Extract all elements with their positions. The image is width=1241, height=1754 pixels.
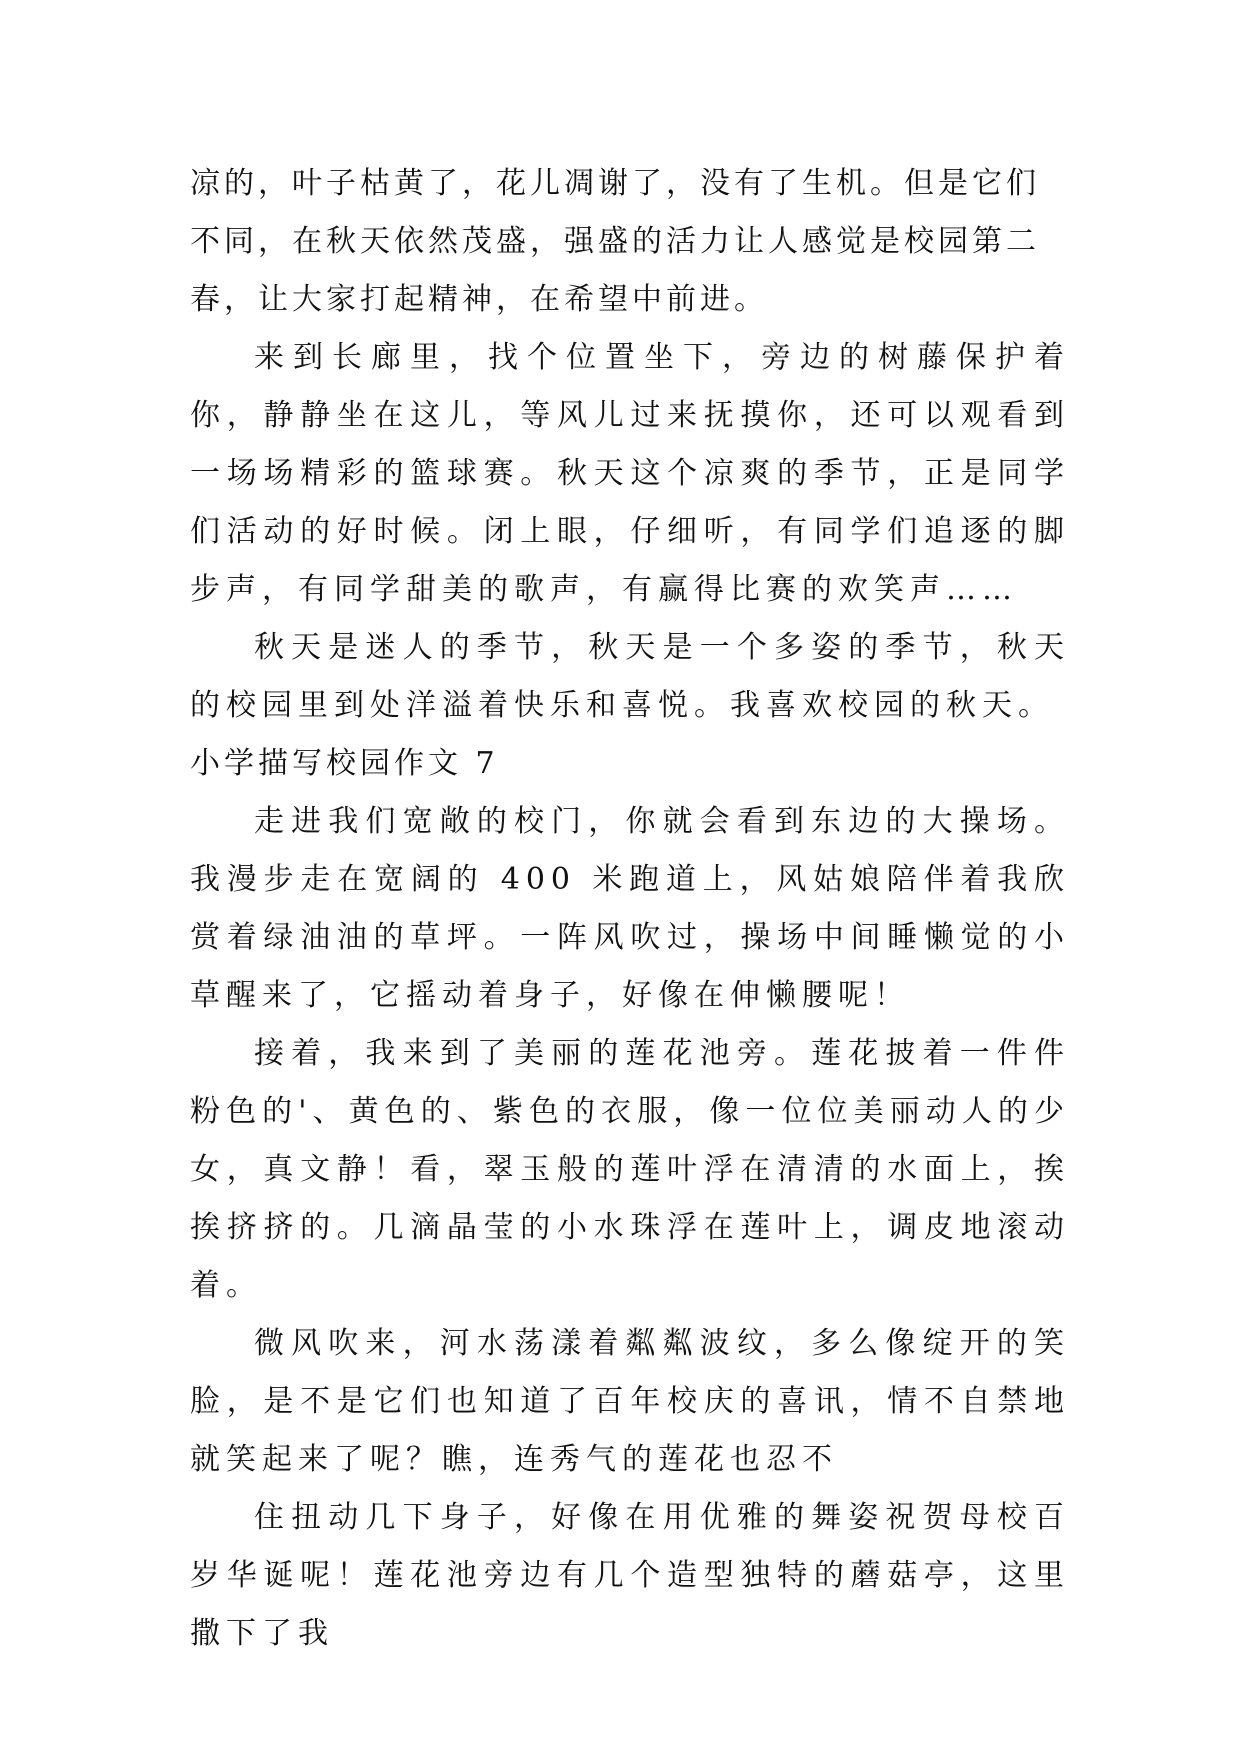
paragraph-corridor: 来到长廊里，找个位置坐下，旁边的树藤保护着你，静静坐在这儿，等风儿过来抚摸你，还可以观看到一场场精彩的篮球赛。秋天这个凉爽的季节，正是同学们活动的好时候。闭上眼，仔细听，有同学们追逐的脚步声，有同学甜美的歌声，有赢得比赛的欢笑声…… xyxy=(190,340,1070,607)
paragraph-breeze: 微风吹来，河水荡漾着粼粼波纹，多么像绽开的笑脸，是不是它们也知道了百年校庆的喜讯，情不自禁地就笑起来了呢？瞧，连秀气的莲花也忍不 xyxy=(190,1326,1070,1477)
paragraph-mushroom-pavilion: 住扭动几下身子，好像在用优雅的舞姿祝贺母校百岁华诞呢！莲花池旁边有几个造型独特的蘑菇亭，这里撒下了我 xyxy=(190,1500,1070,1651)
paragraph-lotus-pond: 接着，我来到了美丽的莲花池旁。莲花披着一件件粉色的'、黄色的、紫色的衣服，像一位位美丽动人的少女，真文静！看，翠玉般的莲叶浮在清清的水面上，挨挨挤挤的。几滴晶莹的小水珠浮在莲叶上，调皮地滚动着。 xyxy=(190,1036,1070,1303)
essay-heading: 小学描写校园作文 7 xyxy=(190,746,499,781)
paragraph-autumn-conclusion: 秋天是迷人的季节，秋天是一个多姿的季节，秋天的校园里到处洋溢着快乐和喜悦。我喜欢校园的秋天。 xyxy=(190,630,1070,723)
document-body xyxy=(190,155,1070,1663)
paragraph-playground: 走进我们宽敞的校门，你就会看到东边的大操场。我漫步走在宽阔的 400 米跑道上，风姑娘陪伴着我欣赏着绿油油的草坪。一阵风吹过，操场中间睡懒觉的小草醒来了，它摇动着身子，好像在伸懒腰呢！ xyxy=(190,804,1070,1013)
continuation-paragraph: 凉的，叶子枯黄了，花儿凋谢了，没有了生机。但是它们不同，在秋天依然茂盛，强盛的活力让人感觉是校园第二春，让大家打起精神，在希望中前进。 xyxy=(190,166,1040,317)
